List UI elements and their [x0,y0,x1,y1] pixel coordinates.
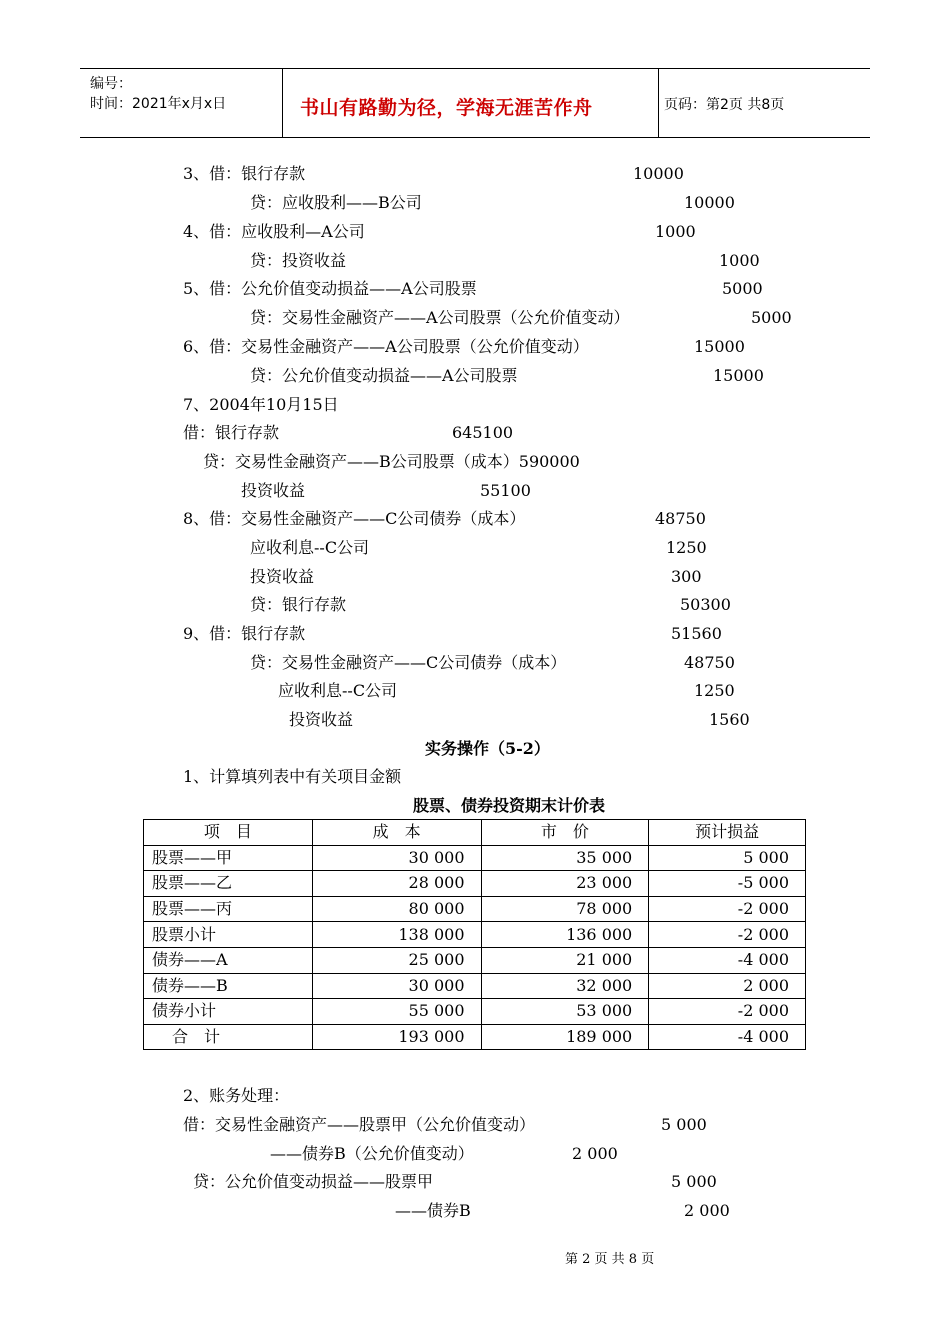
entry-text: 借：交易性金融资产——股票甲（公允价值变动） [183,1115,536,1134]
entry-amount: 10000 [633,164,684,183]
entry-text: 贷：投资收益 [250,251,347,270]
entry-amount: 645100 [452,423,514,442]
table-row [144,871,806,897]
table-header-row [144,820,806,846]
entry-text: 贷：交易性金融资产——B公司股票（成本）590000 [203,452,580,471]
entry-text: 投资收益 [250,567,315,586]
entry-text: 贷：公允价值变动损益——A公司股票 [250,366,518,385]
entry-text: 贷：银行存款 [250,595,347,614]
entry-amount: 10000 [684,193,735,212]
header-motto-cell [282,69,659,137]
entry-amount: 300 [671,567,702,586]
entry-amount: 15000 [713,366,764,385]
market-price-cell: 32 000 [481,973,649,999]
cost-cell: 80 000 [312,896,481,922]
entry-amount: 1000 [655,222,696,241]
item-cell: 股票小计 [144,922,313,948]
item-cell: 股票——乙 [144,871,313,897]
entry-text: 应收利息--C公司 [250,538,370,557]
entry-text: 5、借：公允价值变动损益——A公司股票 [183,279,477,298]
table-row-total [144,1024,806,1050]
cost-cell: 25 000 [312,947,481,973]
entry-amount: 2 000 [684,1201,730,1220]
table-row [144,973,806,999]
column-header: 预计损益 [649,820,806,846]
section-title: 实务操作（5-2） [425,739,550,758]
table-row [144,896,806,922]
item-cell: 股票——甲 [144,845,313,871]
entry-text: 3、借：银行存款 [183,164,306,183]
entry-amount: 5 000 [671,1172,717,1191]
step-one-label: 1、计算填列表中有关项目金额 [183,767,402,786]
gain-loss-cell: -4 000 [649,1024,806,1050]
item-cell: 债券小计 [144,999,313,1025]
entry-text: ——债券B（公允价值变动） [270,1144,474,1163]
gain-loss-cell: 5 000 [649,845,806,871]
entry-text: 4、借：应收股利—A公司 [183,222,365,241]
table-title: 股票、债券投资期末计价表 [413,796,606,815]
header-page-cell [658,69,870,137]
column-header: 项 目 [144,820,313,846]
entry-text: 投资收益 [241,481,306,500]
market-price-cell: 136 000 [481,922,649,948]
entry-text: 7、2004年10月15日 [183,395,339,414]
gain-loss-cell: -2 000 [649,922,806,948]
cost-cell: 28 000 [312,871,481,897]
gain-loss-cell: -5 000 [649,871,806,897]
entry-amount: 5000 [722,279,763,298]
entry-amount: 2 000 [572,1144,618,1163]
entry-amount: 5000 [751,308,792,327]
entry-text: 投资收益 [289,710,354,729]
column-header: 成 本 [312,820,481,846]
gain-loss-cell: -4 000 [649,947,806,973]
entry-amount: 48750 [655,509,706,528]
date-label: 时间：2021年x月x日 [90,96,227,112]
table-row [144,845,806,871]
entry-amount: 1560 [709,710,750,729]
entry-text: 贷：公允价值变动损益——股票甲 [193,1172,434,1191]
market-price-cell: 78 000 [481,896,649,922]
entry-text: 8、借：交易性金融资产——C公司债券（成本） [183,509,526,528]
page-number-label: 页码：第2页 共8页 [664,97,785,113]
entry-text: 贷：交易性金融资产——C公司债券（成本） [250,653,567,672]
entry-text: 6、借：交易性金融资产——A公司股票（公允价值变动） [183,337,589,356]
entry-amount: 50300 [680,595,731,614]
entry-text: 应收利息--C公司 [278,681,398,700]
cost-cell: 30 000 [312,845,481,871]
serial-label: 编号： [90,76,132,92]
entry-text: ——债券B [395,1201,471,1220]
entry-amount: 1250 [666,538,707,557]
cost-cell: 55 000 [312,999,481,1025]
entry-text: 9、借：银行存款 [183,624,306,643]
page-header [80,68,870,138]
entry-text: 贷：交易性金融资产——A公司股票（公允价值变动） [250,308,630,327]
page-footer: 第 2 页 共 8 页 [565,1252,655,1267]
step-two-label: 2、账务处理： [183,1086,290,1105]
market-price-cell: 189 000 [481,1024,649,1050]
item-cell: 股票——丙 [144,896,313,922]
gain-loss-cell: -2 000 [649,999,806,1025]
market-price-cell: 23 000 [481,871,649,897]
entry-amount: 1000 [719,251,760,270]
item-cell: 债券——A [144,947,313,973]
market-price-cell: 53 000 [481,999,649,1025]
entry-text: 贷：应收股利——B公司 [250,193,422,212]
entry-amount: 55100 [480,481,531,500]
header-meta-cell [80,69,283,137]
column-header: 市 价 [481,820,649,846]
entry-amount: 48750 [684,653,735,672]
table-row [144,947,806,973]
entry-text: 借：银行存款 [183,423,280,442]
market-price-cell: 21 000 [481,947,649,973]
valuation-table [143,819,806,1050]
cost-cell: 30 000 [312,973,481,999]
cost-cell: 138 000 [312,922,481,948]
item-cell: 债券——B [144,973,313,999]
entry-amount: 15000 [694,337,745,356]
gain-loss-cell: -2 000 [649,896,806,922]
table-row [144,999,806,1025]
entry-amount: 1250 [694,681,735,700]
gain-loss-cell: 2 000 [649,973,806,999]
item-cell: 合 计 [144,1024,313,1050]
entry-amount: 5 000 [661,1115,707,1134]
motto-text: 书山有路勤为径，学海无涯苦作舟 [300,97,593,119]
market-price-cell: 35 000 [481,845,649,871]
entry-amount: 51560 [671,624,722,643]
table-row [144,922,806,948]
cost-cell: 193 000 [312,1024,481,1050]
